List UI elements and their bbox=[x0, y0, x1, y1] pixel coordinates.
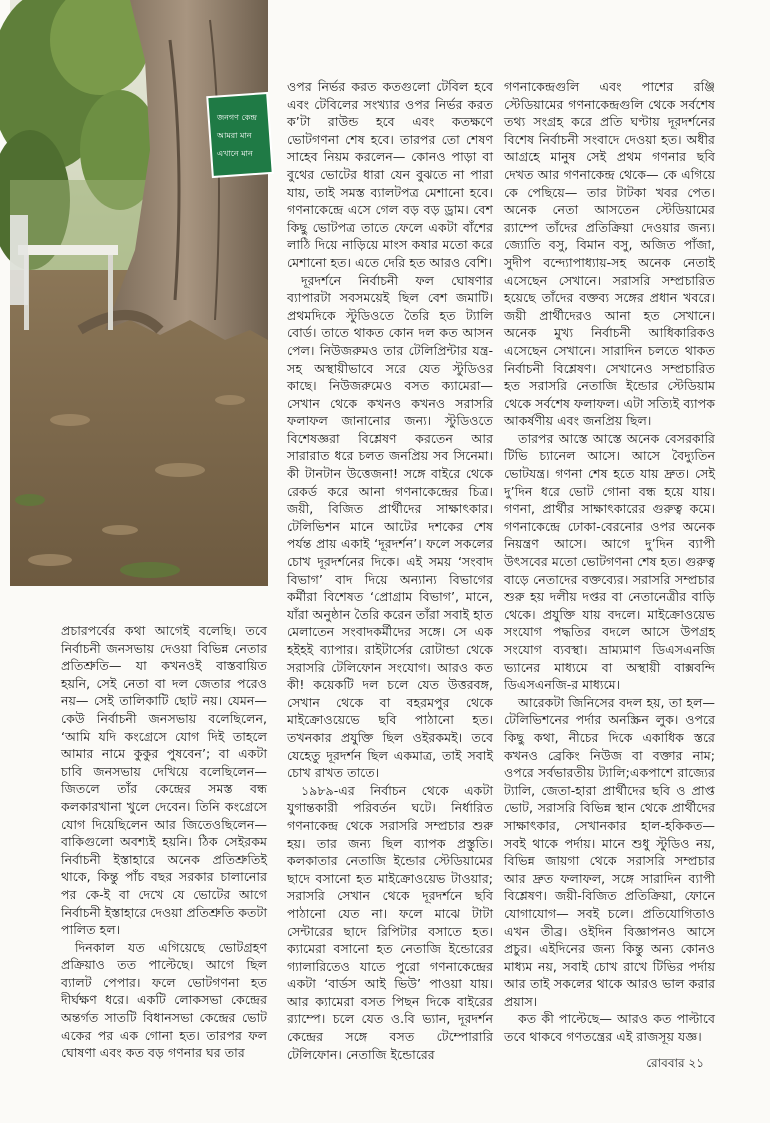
tree-photo-illustration bbox=[10, 0, 268, 586]
article-photo bbox=[10, 0, 268, 586]
sign-line-2: আমরা মান bbox=[217, 131, 252, 140]
sign-line-3: এখানে মান bbox=[217, 149, 253, 158]
page-footer bbox=[646, 1055, 704, 1075]
article-column-3 bbox=[504, 78, 715, 1058]
magazine-name: রোববার bbox=[646, 1056, 685, 1070]
paragraph: প্রচারপর্বের কথা আগেই বলেছি। তবে নির্বাচনী জনসভায় দেওয়া বিভিন্ন নেতার প্রতিশ্রুতি— যা কখনওই বাস্তবায়িত হয়নি, সেই নেতা বা দল জেতার পরেও নয়— সেই তালিকাটি ছোট নয়। যেমন— কেউ নির্বাচনী জনসভায় বলেছিলেন, ‘আমি যদি কংগ্রেসে যোগ দিই তাহলে আমার নামে কুকুর পুষবেন’; বা একটা চাবি জনসভায় দেখিয়ে বলেছিলেন— জিতলে তাঁর কেন্দ্রের সমস্ত বন্ধ কলকারখানা খুলে দেবেন। তিনি কংগ্রেসে যোগ দিয়েছিলেন আর জিতেওছিলেন— বাকিগুলো অবশ্যই হয়নি। ঠিক সেইরকম নির্বাচনী ইস্তাহারে অনেক প্রতিশ্রুতিই থাকে, কিন্তু পাঁচ বছর সরকার চালানোর পর কে-ই বা দেখে যে ভোটের আগে নির্বাচনী ইস্তাহারে দেওয়া প্রতিশ্রুতি কতটা পালিত হল। bbox=[61, 623, 267, 938]
article-column-2 bbox=[287, 78, 493, 1062]
page-number: ২১ bbox=[688, 1056, 704, 1070]
article-column-1 bbox=[61, 622, 267, 1061]
paragraph: তারপর আস্তে আস্তে অনেক বেসরকারি টিভি চ্যানেল আসে। আসে বৈদ্যুতিন ভোটযন্ত্র। গণনা শেষ হতে যায় দ্রুত। সেই দু’দিন ধরে ভোট গোনা বন্ধ হয়ে যায়। গণনা, প্রার্থীর সাক্ষাৎকারের গুরুত্ব কমে। গণনাকেন্দ্রে ঢোকা-বেরনোর ওপর অনেক নিয়ন্ত্রণ আসে। আগে দু’দিন ব্যাপী উৎসবের মতো ভোটগণনা শেষ হত। গুরুত্ব বাড়ে নেতাদের বক্তব্যের। সরাসরি সম্প্রচার শুরু হয় দলীয় দপ্তর বা নেতানেত্রীর বাড়ি থেকে। প্রযুক্তি যায় বদলে। মাইক্রোওয়েভ সংযোগ পদ্ধতির বদলে আসে উপগ্রহ সংযোগ ব্যবস্থা। ভ্রাম্যমাণ ডিএসএনজি ভ্যানের মাধ্যমে বা অস্থায়ী বাক্সবন্দি ডিএসএনজি-র মাধ্যমে। bbox=[504, 430, 715, 693]
paragraph: কত কী পাল্টেছে— আরও কত পাল্টাবে তবে থাকবে গণতন্ত্রের এই রাজসূয় যজ্ঞ। bbox=[504, 1011, 715, 1045]
paragraph: ওপর নির্ভর করত কতগুলো টেবিল হবে এবং টেবিলের সংখ্যার ওপর নির্ভর করত ক’টা রাউন্ড হবে এবং কতক্ষণে ভোটগণনা শেষ হবে। তারপর তো শেষণ সাহেব নিয়ম করলেন— কোনও পাড়া বা বুথের ভোটের ধারা যেন বুঝতে না পারা যায়, তাই সমস্ত ব্যালটপত্র মেশানো হবে। গণনাকেন্দ্রে এসে গেল বড় বড় ড্রাম। বেশ কিছু ভোটপত্র তাতে ফেলে একটা বাঁশের লাঠি দিয়ে নাড়িয়ে মাংস কষার মতো করে মেশানো হত। এতে দেরি হত আরও বেশি। bbox=[287, 79, 493, 270]
paragraph: দিনকাল যত এগিয়েছে ভোটগ্রহণ প্রক্রিয়াও তত পাল্টেছে। আগে ছিল ব্যালট পেপার। ফলে ভোটগণনা হত দীর্ঘক্ষণ ধরে। একটি লোকসভা কেন্দ্রের অন্তর্গত সাতটি বিধানসভা কেন্দ্রের ভোট একের পর এক গোনা হত। তারপর ফল ঘোষণা এবং কত বড় গণনার ঘর তার bbox=[61, 939, 267, 1061]
sign-board bbox=[207, 93, 272, 177]
paragraph: দূরদর্শনে নির্বাচনী ফল ঘোষণার ব্যাপারটা সবসময়েই ছিল বেশ জমাটি। প্রথমদিকে স্টুডিওতে তৈরি হত ট্যালি বোর্ড। তাতে থাকত কোন দল কত আসন পেল। নিউজরুমও তার টেলিপ্রিন্টার যন্ত্র-সহ অস্থায়ীভাবে সরে যেত স্টুডিওর কাছে। নিউজরুমেও বসত ক্যামেরা— সেখান থেকে কখনও কখনও সরাসরি ফলাফল জানানোর জন্য। স্টুডিওতে বিশেষজ্ঞরা বিশ্লেষণ করতেন আর সারারাত ধরে চলত জনপ্রিয় সব সিনেমা। কী টানটান উত্তেজনা! সঙ্গে বাইরে থেকে রেকর্ড করে আনা গণনাকেন্দ্রের চিত্র। জয়ী, বিজিত প্রার্থীদের সাক্ষাৎকার। টেলিভিশন মানে আটের দশকের শেষ পর্যন্ত প্রায় একাই ‘দূরদর্শন’। ফলে সকলের চোখ দূরদর্শনের দিকে। এই সময় ‘সংবাদ বিভাগ’ বাদ দিয়ে অন্যান্য বিভাগের কর্মীরা বিশেষত ‘প্রোগ্রাম বিভাগ’, মানে, যাঁরা অনুষ্ঠান তৈরি করেন তাঁরা সবাই হাত মেলাতেন সংবাদকর্মীদের সঙ্গে। সে এক হইহই ব্যাপার। রাইটার্সের রোটান্ডা থেকে সরাসরি টেলিফোন সংযোগ। আরও কত কী! কয়েকটি দল চলে যেত উত্তরবঙ্গ, সেখান থেকে বা বহরমপুর থেকে মাইক্রোওয়েভে ছবি পাঠানো হত। তখনকার প্রযুক্তি ছিল ওইরকমই। তবে যেহেতু দূরদর্শন ছিল একমাত্র, তাই সবাই চোখ রাখত তাতে। bbox=[287, 272, 493, 781]
paragraph: গণনাকেন্দ্রগুলি এবং পাশের রঞ্জি স্টেডিয়ামের গণনাকেন্দ্রগুলি থেকে সর্বশেষ তথ্য সংগ্রহ করে প্রতি ঘণ্টায় দূরদর্শনের বিশেষ নির্বাচনী সংবাদে দেওয়া হত। অধীর আগ্রহে মানুষ সেই প্রথম গণনার ছবি দেখত আর গণনাকেন্দ্র থেকে— কে এগিয়ে কে পেছিয়ে— তার টাটকা খবর পেত। অনেক নেতা আসতেন স্টেডিয়ামের র‍্যাম্পে তাঁদের প্রতিক্রিয়া দেওয়ার জন্য। জ্যোতি বসু, বিমান বসু, অজিত পাঁজা, সুদীপ বন্দ্যোপাধ্যায়-সহ অনেক নেতাই এসেছেন সেখানে। সরাসরি সম্প্রচারিত হয়েছে তাঁদের বক্তব্য সঙ্গের প্রধান খবরে। জয়ী প্রার্থীদেরও আনা হত সেখানে। অনেক মুখ্য নির্বাচনী আধিকারিকও এসেছেন সেখানে। সারাদিন চলতে থাকত নির্বাচনী বিশ্লেষণ। সেখানেও সম্প্রচারিত হত সরাসরি নেতাজি ইন্ডোর স্টেডিয়াম থেকে সর্বশেষ ফলাফল। এটা সত্যিই ব্যাপক আকর্ষণীয় এবং জনপ্রিয় ছিল। bbox=[504, 79, 715, 429]
sign-line-1: জনগণ কেন্দ্র bbox=[217, 113, 257, 122]
paragraph: ১৯৮৯-এর নির্বাচন থেকে একটা যুগান্তকারী পরিবর্তন ঘটে। নির্ধারিত গণনাকেন্দ্র থেকে সরাসরি সম্প্রচার শুরু হয়। তার জন্য ছিল ব্যাপক প্রস্তুতি। কলকাতার নেতাজি ইন্ডোর স্টেডিয়ামের ছাদে বসানো হত মাইক্রোওয়েভ টাওয়ার; সরাসরি সেখান থেকে দূরদর্শনে ছবি পাঠানো যেত না। ফলে মাঝে টাটা সেন্টারের ছাদে রিপিটার বসাতে হত। ক্যামেরা বসানো হত নেতাজি ইন্ডোরের গ্যালারিতেও যাতে পুরো গণনাকেন্দ্রের একটা ‘বার্ডস আই ভিউ’ পাওয়া যায়। আর ক্যামেরা বসত পিছন দিকে বাইরের র‍্যাম্পে। চলে যেত ও.বি ভ্যান, দূরদর্শন কেন্দ্রের সঙ্গে বসত টেম্পোরারি টেলিফোন। নেতাজি ইন্ডোরের bbox=[287, 782, 493, 1062]
paragraph: আরেকটা জিনিসের বদল হয়, তা হল— টেলিভিশনের পর্দার অনস্ক্রিন লুক। ওপরে কিছু কথা, নীচের দিকে একাধিক স্তরে কখনও ব্রেকিং নিউজ বা বক্তার নাম; ওপরে সর্বভারতীয় ট্যালি;একপাশে রাজ্যের ট্যালি, জেতা-হারা প্রার্থীদের ছবি ও প্রাপ্ত ভোট, সরাসরি বিভিন্ন স্থান থেকে প্রার্থীদের সাক্ষাৎকার, সেখানকার হাল-হকিকত— সবই থাকে পর্দায়। মানে শুধু স্টুডিও নয়, বিভিন্ন জায়গা থেকে সরাসরি সম্প্রচার আর দ্রুত ফলাফল, সঙ্গে সারাদিন ব্যাপী বিশ্লেষণ। জয়ী-বিজিত প্রতিক্রিয়া, ফোনে যোগাযোগ— সবই চলে। প্রতিযোগিতাও এখন তীব্র। ওইদিন বিজ্ঞাপনও আসে প্রচুর। এইদিনের জন্য কিন্তু অন্য কোনও মাধ্যম নয়, সবাই চোখ রাখে টিভির পর্দায় আর তাই সকলের থাকে আরও ভাল করার প্রয়াস। bbox=[504, 694, 715, 1009]
